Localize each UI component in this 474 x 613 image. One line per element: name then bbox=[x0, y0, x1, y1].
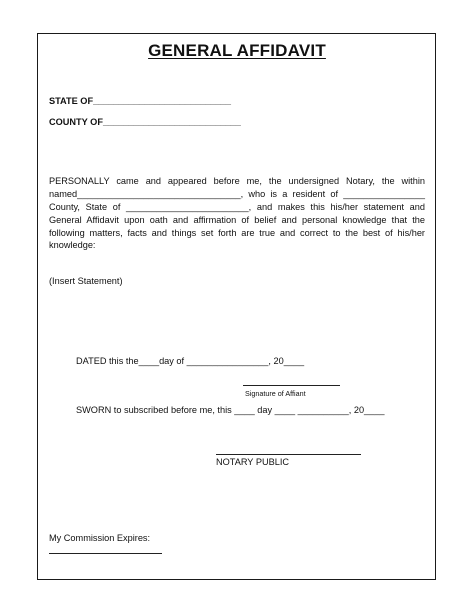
document-border bbox=[37, 33, 436, 580]
paragraph-line: General Affidavit upon oath and affirmation of belief and personal knowledge that the bbox=[49, 214, 425, 225]
state-label: STATE OF bbox=[49, 96, 94, 106]
sworn-line: SWORN to subscribed before me, this ____ day ____ __________, 20____ bbox=[76, 405, 385, 415]
commission-label: My Commission Expires: bbox=[49, 533, 151, 543]
county-field bbox=[49, 117, 241, 128]
signature-caption: Signature of Affiant bbox=[245, 389, 306, 398]
affiant-signature-line bbox=[243, 385, 340, 386]
county-label: COUNTY OF bbox=[49, 117, 103, 127]
notary-signature-line bbox=[216, 454, 361, 455]
affidavit-paragraph bbox=[49, 175, 425, 252]
insert-statement: (Insert Statement) bbox=[49, 276, 123, 286]
county-blank: ___________________________ bbox=[102, 117, 241, 127]
paragraph-line: PERSONALLY came and appeared before me, the undersigned Notary, the within bbox=[49, 176, 425, 186]
paragraph-line: County, State of ________________________, and makes this his/her statement and bbox=[49, 201, 425, 212]
paragraph-line: named________________________________, who is a resident of ________________ bbox=[49, 188, 425, 199]
paragraph-line: following matters, facts and things set forth are true and correct to the best of his/her bbox=[49, 227, 425, 238]
paragraph-line: knowledge: bbox=[49, 240, 96, 251]
dated-line: DATED this the____day of ________________, 20____ bbox=[76, 356, 305, 366]
notary-caption: NOTARY PUBLIC bbox=[216, 457, 290, 467]
state-field bbox=[49, 96, 231, 107]
state-blank: ___________________________ bbox=[93, 96, 232, 106]
commission-line bbox=[49, 553, 162, 554]
document-title: GENERAL AFFIDAVIT bbox=[148, 41, 326, 60]
